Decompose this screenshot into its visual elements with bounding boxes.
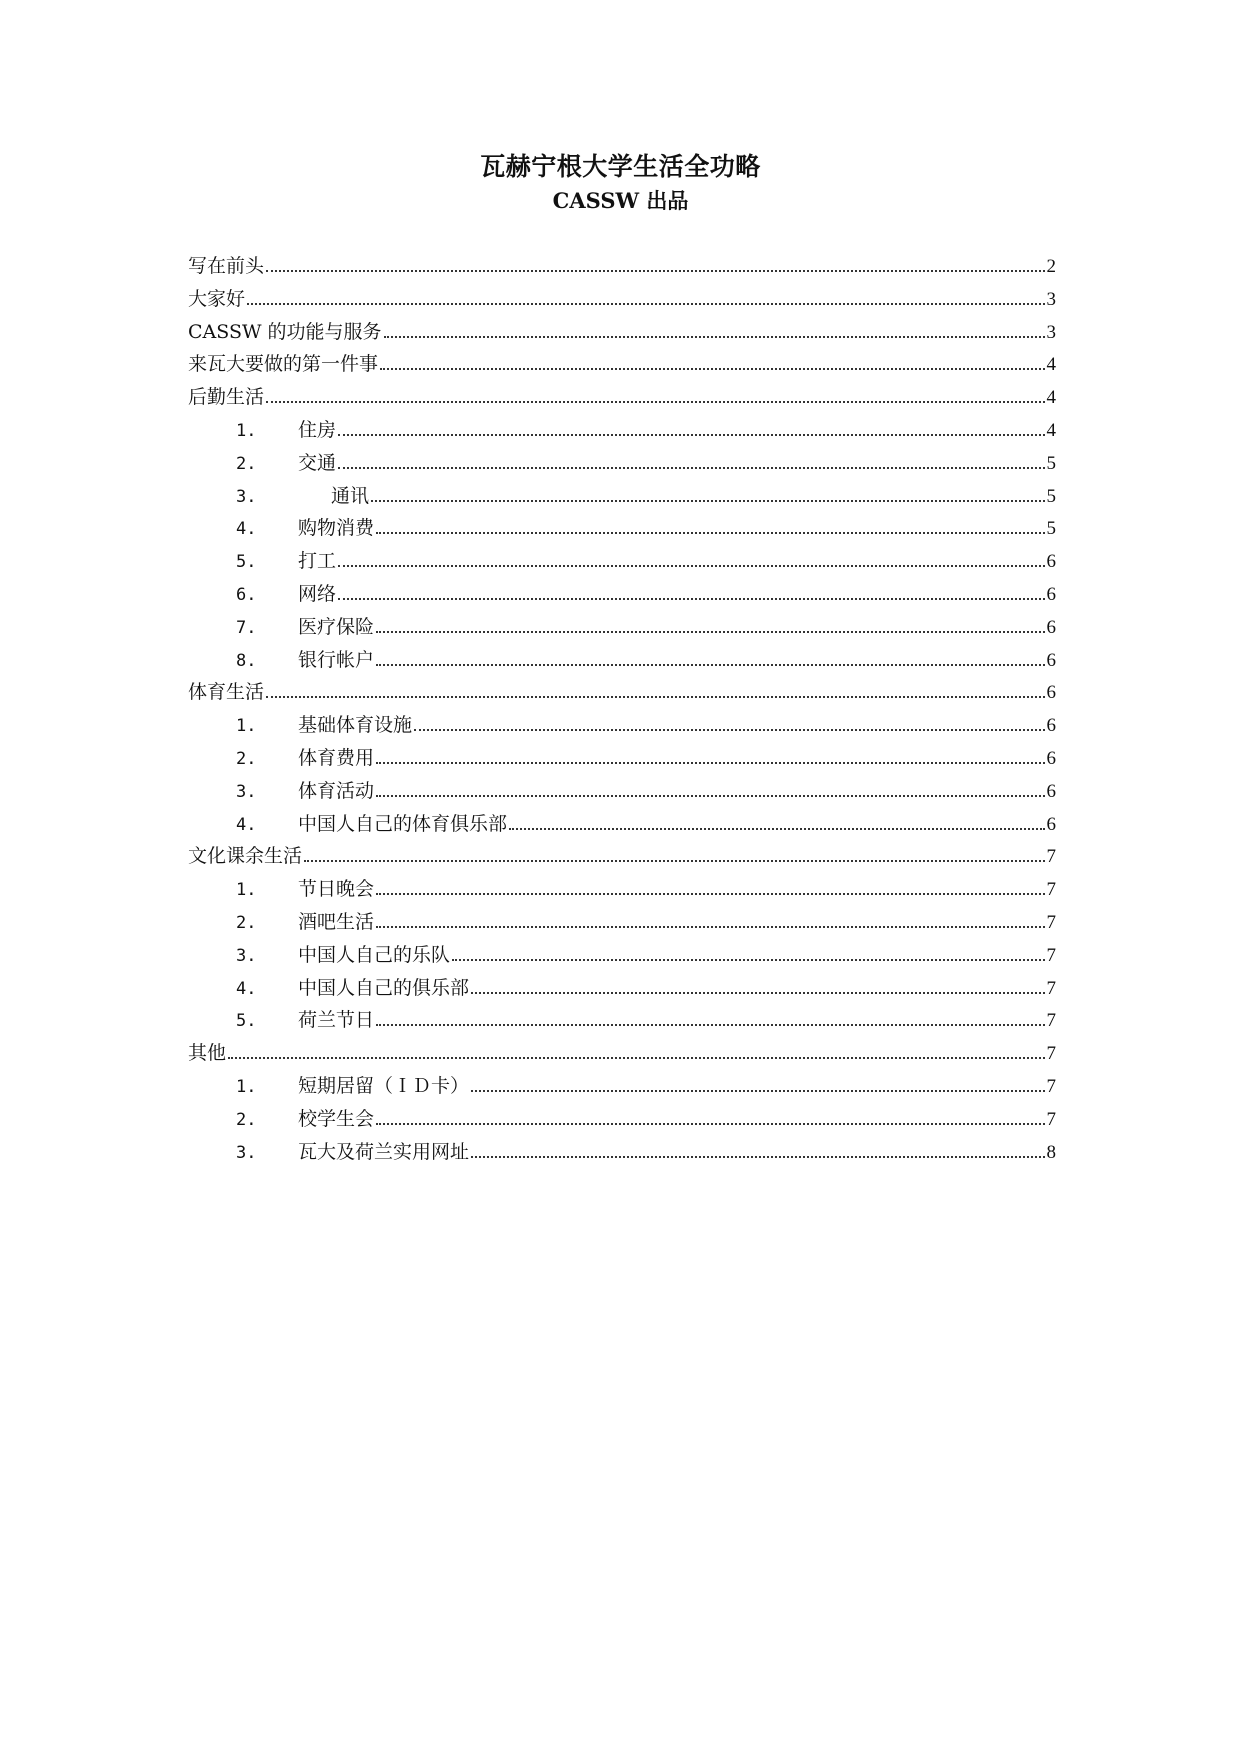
- toc-entry-label: 其他: [188, 1042, 227, 1065]
- toc-dot-leader: [338, 434, 1044, 436]
- toc-entry[interactable]: [188, 840, 1056, 873]
- toc-dot-leader: [376, 1024, 1044, 1026]
- toc-entry-label: 基础体育设施: [298, 714, 413, 737]
- toc-entry-page-number: 7: [1046, 1010, 1056, 1032]
- toc-entry-page-number: 6: [1046, 616, 1056, 638]
- toc-entry[interactable]: [188, 480, 1056, 513]
- toc-dot-leader: [471, 992, 1044, 994]
- toc-entry[interactable]: [188, 348, 1056, 381]
- toc-entry-number: 2.: [236, 1109, 257, 1130]
- toc-entry-page-number: 4: [1046, 419, 1056, 441]
- toc-dot-leader: [338, 598, 1044, 600]
- toc-entry-label: 体育费用: [298, 746, 375, 769]
- toc-entry-page-number: 7: [1046, 1075, 1056, 1097]
- toc-entry[interactable]: [188, 939, 1056, 972]
- toc-dot-leader: [509, 828, 1044, 830]
- toc-dot-leader: [376, 664, 1044, 666]
- toc-entry-label: 体育生活: [188, 681, 265, 704]
- toc-entry-page-number: 4: [1046, 354, 1056, 376]
- document-subtitle: CASSW 出品: [552, 188, 689, 213]
- toc-entry-page-number: 3: [1046, 288, 1056, 310]
- toc-entry-page-number: 7: [1046, 1108, 1056, 1130]
- toc-entry[interactable]: [188, 1037, 1056, 1070]
- toc-entry-number: 1.: [236, 716, 257, 737]
- toc-entry-number: 1.: [236, 1076, 257, 1097]
- toc-entry-page-number: 5: [1046, 452, 1056, 474]
- toc-entry-page-number: 6: [1046, 780, 1056, 802]
- toc-entry-page-number: 6: [1046, 649, 1056, 671]
- toc-entry-label: 交通: [298, 451, 337, 474]
- toc-entry-label: 体育活动: [298, 779, 375, 802]
- toc-entry-page-number: 7: [1046, 944, 1056, 966]
- toc-entry[interactable]: [188, 250, 1056, 283]
- toc-entry[interactable]: [188, 873, 1056, 906]
- toc-entry[interactable]: [188, 906, 1056, 939]
- toc-entry-page-number: 7: [1046, 1043, 1056, 1065]
- toc-entry-number: 3.: [236, 1142, 257, 1163]
- toc-entry-label: 后勤生活: [188, 386, 265, 409]
- toc-entry-number: 6.: [236, 584, 257, 605]
- toc-entry[interactable]: [188, 644, 1056, 677]
- toc-entry[interactable]: [188, 414, 1056, 447]
- toc-entry-label: 校学生会: [298, 1107, 375, 1130]
- toc-entry-number: 3.: [236, 486, 257, 507]
- toc-entry[interactable]: [188, 1070, 1056, 1103]
- toc-entry-label: 荷兰节日: [298, 1009, 375, 1032]
- toc-entry[interactable]: [188, 316, 1056, 349]
- toc-entry-page-number: 4: [1046, 387, 1056, 409]
- toc-entry-page-number: 7: [1046, 911, 1056, 933]
- toc-entry-page-number: 8: [1046, 1141, 1056, 1163]
- toc-dot-leader: [338, 467, 1044, 469]
- toc-entry-number: 2.: [236, 453, 257, 474]
- toc-entry-page-number: 6: [1046, 682, 1056, 704]
- toc-entry[interactable]: [188, 545, 1056, 578]
- toc-entry[interactable]: [188, 512, 1056, 545]
- toc-dot-leader: [380, 368, 1044, 370]
- document-title: 瓦赫宁根大学生活全功略: [480, 152, 761, 181]
- toc-dot-leader: [376, 926, 1044, 928]
- toc-entry[interactable]: [188, 447, 1056, 480]
- toc-entry-number: 8.: [236, 650, 257, 671]
- toc-entry-label: 住房: [298, 418, 337, 441]
- toc-entry[interactable]: [188, 611, 1056, 644]
- toc-entry-number: 1.: [236, 880, 257, 901]
- toc-entry-page-number: 7: [1046, 977, 1056, 999]
- toc-dot-leader: [376, 532, 1044, 534]
- toc-entry-label: 医疗保险: [298, 615, 375, 638]
- toc-entry-label: 节日晚会: [298, 878, 375, 901]
- toc-entry-label: 大家好: [188, 287, 246, 310]
- toc-entry-number: 5.: [236, 1011, 257, 1032]
- toc-entry-label: 中国人自己的乐队: [298, 943, 451, 966]
- toc-entry-page-number: 7: [1046, 879, 1056, 901]
- toc-dot-leader: [228, 1057, 1044, 1059]
- toc-entry[interactable]: [188, 283, 1056, 316]
- toc-entry-number: 7.: [236, 617, 257, 638]
- toc-dot-leader: [371, 500, 1044, 502]
- toc-entry-label: 通讯: [331, 484, 370, 507]
- toc-entry-page-number: 6: [1046, 715, 1056, 737]
- toc-entry-number: 5.: [236, 552, 257, 573]
- toc-entry[interactable]: [188, 775, 1056, 808]
- toc-dot-leader: [452, 959, 1044, 961]
- toc-dot-leader: [376, 795, 1044, 797]
- toc-entry[interactable]: [188, 709, 1056, 742]
- toc-entry[interactable]: [188, 972, 1056, 1005]
- toc-dot-leader: [376, 631, 1044, 633]
- toc-dot-leader: [376, 1123, 1044, 1125]
- toc-dot-leader: [266, 401, 1044, 403]
- toc-entry[interactable]: [188, 1103, 1056, 1136]
- toc-entry-label: 写在前头: [188, 255, 265, 277]
- toc-entry-label: 酒吧生活: [298, 910, 375, 933]
- toc-entry-label: 购物消费: [298, 517, 375, 540]
- toc-entry-label: 网络: [298, 582, 337, 605]
- toc-entry-label: 打工: [298, 550, 337, 573]
- toc-entry-number: 2.: [236, 912, 257, 933]
- toc-entry-label: 中国人自己的俱乐部: [298, 976, 470, 999]
- toc-dot-leader: [414, 729, 1044, 731]
- toc-entry[interactable]: [188, 808, 1056, 841]
- toc-dot-leader: [338, 565, 1044, 567]
- toc-dot-leader: [266, 270, 1044, 272]
- toc-dot-leader: [376, 762, 1044, 764]
- table-of-contents: [188, 250, 1056, 1168]
- toc-entry[interactable]: [188, 381, 1056, 414]
- toc-entry-label: CASSW 的功能与服务: [188, 320, 382, 343]
- toc-dot-leader: [471, 1090, 1044, 1092]
- toc-entry-page-number: 6: [1046, 813, 1056, 835]
- toc-entry-number: 4.: [236, 814, 257, 835]
- toc-entry-page-number: 3: [1046, 321, 1056, 343]
- toc-entry-number: 1.: [236, 420, 257, 441]
- toc-entry-page-number: 2: [1046, 256, 1056, 277]
- toc-entry-number: 3.: [236, 781, 257, 802]
- toc-entry-label: 来瓦大要做的第一件事: [188, 353, 379, 376]
- toc-entry[interactable]: [188, 742, 1056, 775]
- toc-entry-page-number: 5: [1046, 485, 1056, 507]
- toc-entry[interactable]: [188, 1004, 1056, 1037]
- toc-entry-number: 3.: [236, 945, 257, 966]
- toc-dot-leader: [247, 303, 1044, 305]
- toc-entry-label: 瓦大及荷兰实用网址: [298, 1140, 470, 1163]
- toc-entry[interactable]: [188, 1136, 1056, 1169]
- toc-entry-number: 4.: [236, 978, 257, 999]
- toc-entry-page-number: 6: [1046, 583, 1056, 605]
- toc-entry[interactable]: [188, 676, 1056, 709]
- toc-entry-label: 中国人自己的体育俱乐部: [298, 812, 508, 835]
- toc-entry-page-number: 5: [1046, 518, 1056, 540]
- toc-dot-leader: [304, 860, 1044, 862]
- toc-entry-label: 短期居留（ＩＤ卡）: [298, 1074, 470, 1097]
- toc-entry-page-number: 7: [1046, 846, 1056, 868]
- toc-dot-leader: [384, 336, 1045, 338]
- toc-entry-number: 4.: [236, 519, 257, 540]
- toc-dot-leader: [471, 1156, 1044, 1158]
- toc-entry-label: 银行帐户: [298, 648, 375, 671]
- toc-entry-label: 文化课余生活: [188, 845, 303, 868]
- toc-entry-page-number: 6: [1046, 551, 1056, 573]
- toc-entry[interactable]: [188, 578, 1056, 611]
- toc-dot-leader: [376, 893, 1044, 895]
- toc-entry-number: 2.: [236, 748, 257, 769]
- toc-entry-page-number: 6: [1046, 747, 1056, 769]
- toc-dot-leader: [266, 696, 1044, 698]
